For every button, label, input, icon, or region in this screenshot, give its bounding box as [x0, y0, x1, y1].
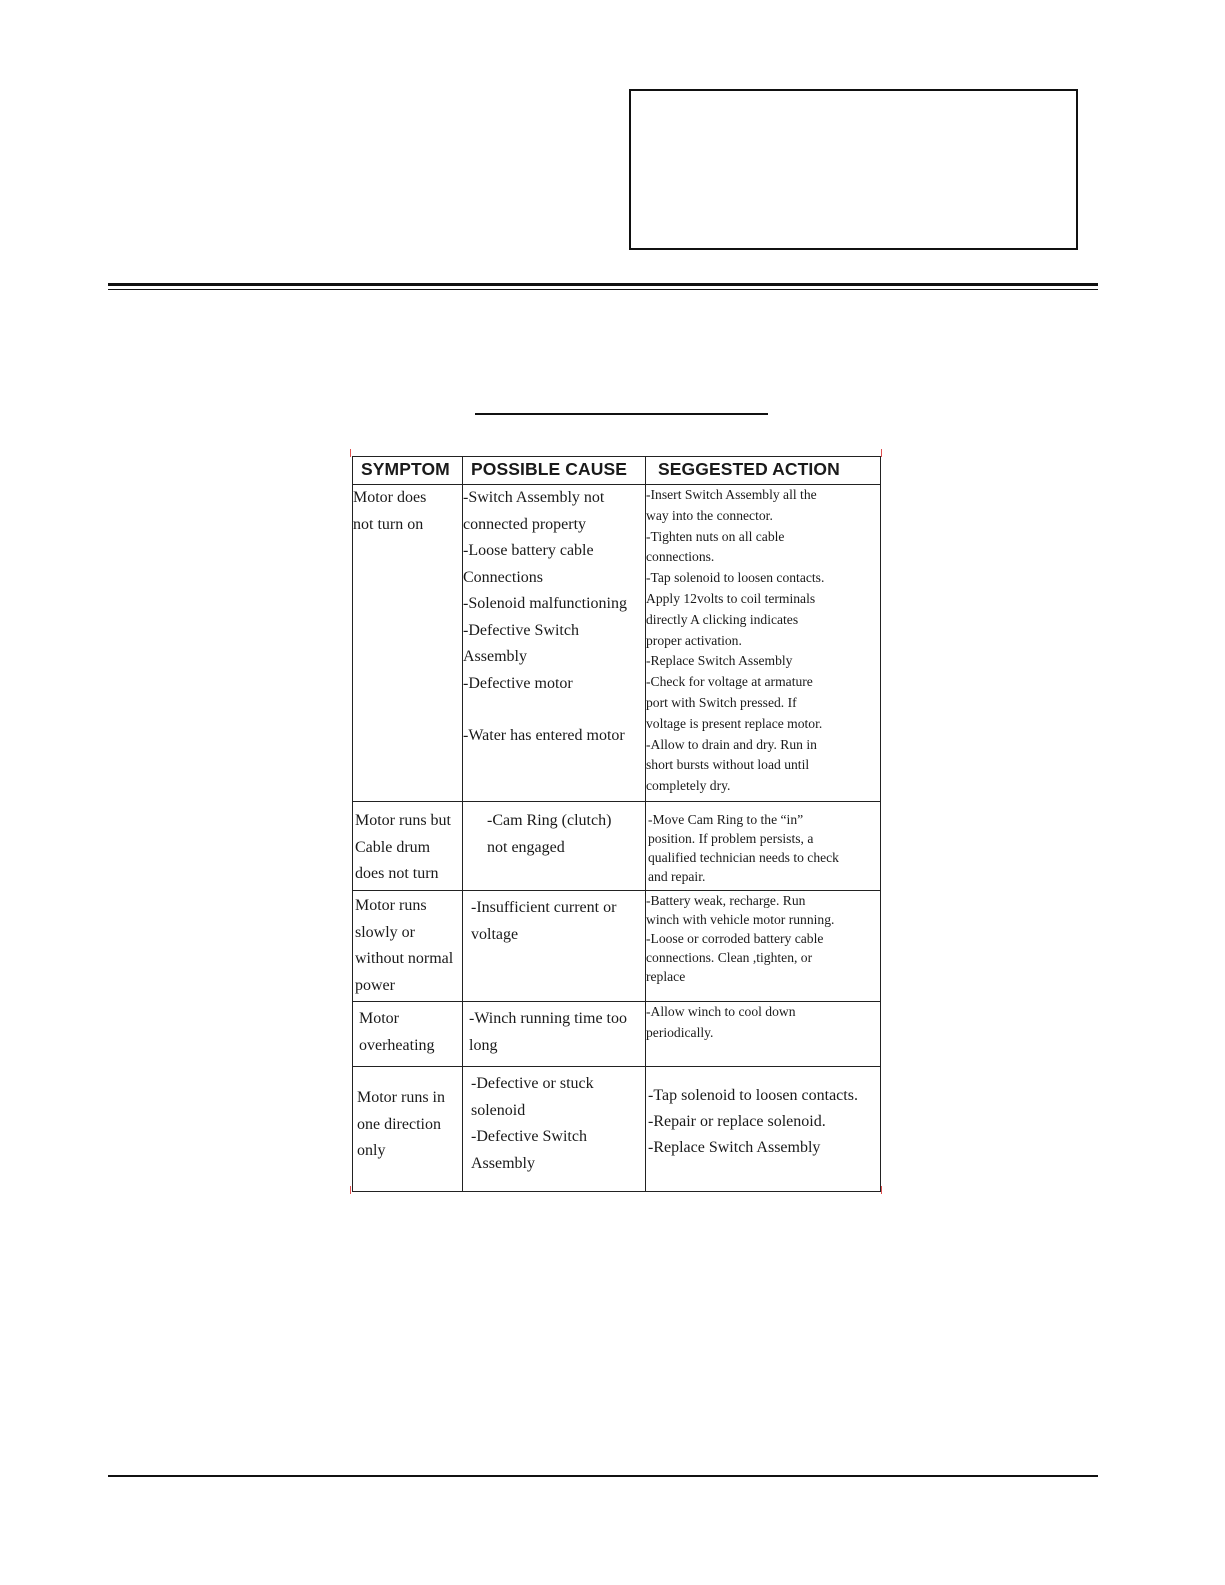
cause-line: not engaged — [487, 838, 565, 856]
symptom-cell — [353, 891, 463, 1002]
action-line: -Allow to drain and dry. Run in — [646, 736, 817, 752]
symptom-line: not turn on — [353, 515, 424, 533]
table-row — [353, 1002, 881, 1067]
cause-line — [463, 697, 645, 723]
header-suggested-action: SEGGESTED ACTION — [646, 457, 881, 485]
action-line: winch with vehicle motor running. — [646, 912, 835, 927]
action-cell — [646, 1002, 881, 1067]
cause-line: Assembly — [471, 1154, 535, 1172]
symptom-lines — [353, 485, 462, 538]
symptom-cell — [353, 802, 463, 891]
action-line: -Replace Switch Assembly — [648, 1139, 821, 1156]
symptom-lines — [355, 808, 462, 888]
cause-lines — [487, 808, 645, 861]
cause-lines — [471, 1071, 645, 1177]
header-possible-cause: POSSIBLE CAUSE — [463, 457, 646, 485]
action-line: replace — [646, 969, 686, 984]
action-line: voltage is present replace motor. — [646, 715, 823, 731]
action-cell — [646, 485, 881, 802]
table-row — [353, 1067, 881, 1192]
cause-line: long — [469, 1036, 498, 1054]
action-line: -Replace Switch Assembly — [646, 653, 793, 669]
action-line: qualified technician needs to check — [648, 850, 839, 865]
cause-line: -Switch Assembly not — [463, 489, 605, 506]
action-line: -Tap solenoid to loosen contacts. — [646, 570, 825, 586]
cause-line: connected property — [463, 515, 587, 533]
cause-line: -Insufficient current or — [471, 899, 617, 916]
cause-line: -Defective motor — [463, 674, 573, 692]
cause-lines — [469, 1006, 645, 1059]
symptom-line: does not turn — [355, 865, 439, 882]
cause-line: -Solenoid malfunctioning — [463, 595, 627, 612]
action-line: -Allow winch to cool down — [646, 1004, 796, 1019]
table-header-row — [353, 457, 881, 485]
cause-cell — [463, 1067, 646, 1192]
action-lines — [646, 1002, 880, 1044]
action-line: completely dry. — [646, 778, 731, 794]
symptom-line: Motor runs — [355, 897, 427, 914]
table-row — [353, 485, 881, 802]
header-rule-thick — [108, 283, 1098, 286]
action-line: periodically. — [646, 1024, 714, 1040]
symptom-line: only — [357, 1142, 386, 1159]
action-line: -Check for voltage at armature — [646, 674, 813, 690]
symptom-lines — [359, 1006, 462, 1059]
symptom-line: Motor does — [353, 489, 427, 506]
action-lines — [648, 1083, 880, 1161]
action-lines — [646, 891, 880, 986]
symptom-lines — [355, 893, 462, 999]
cause-cell — [463, 485, 646, 802]
cause-line: solenoid — [471, 1101, 526, 1119]
symptom-cell — [353, 1067, 463, 1192]
header-box — [629, 89, 1078, 250]
symptom-line: slowly or — [355, 923, 415, 941]
action-line: position. If problem persists, a — [648, 831, 814, 846]
header-symptom: SYMPTOM — [353, 457, 463, 485]
crop-mark-bottom-right — [881, 1186, 882, 1194]
symptom-cell — [353, 485, 463, 802]
crop-mark-top-right — [881, 449, 882, 457]
crop-mark-top-left — [350, 449, 351, 457]
action-line: way into the connector. — [646, 507, 773, 523]
action-line: -Tap solenoid to loosen contacts. — [648, 1087, 858, 1104]
symptom-line: Motor — [359, 1010, 399, 1027]
table-row — [353, 802, 881, 891]
cause-lines — [471, 895, 645, 948]
cause-line: Connections — [463, 568, 543, 586]
crop-mark-bottom-left — [350, 1186, 351, 1194]
cause-cell — [463, 1002, 646, 1067]
action-line: short bursts without load until — [646, 757, 810, 773]
action-line: -Repair or replace solenoid. — [648, 1113, 826, 1130]
symptom-line: one direction — [357, 1115, 441, 1133]
cause-line: -Defective Switch — [471, 1128, 587, 1145]
action-line: -Tighten nuts on all cable — [646, 528, 785, 544]
action-line: Apply 12volts to coil terminals — [646, 590, 816, 606]
symptom-cell — [353, 1002, 463, 1067]
cause-lines — [463, 485, 645, 750]
symptom-line: Cable drum — [355, 838, 431, 856]
footer-rule — [108, 1475, 1098, 1477]
action-line: directly A clicking indicates — [646, 611, 799, 627]
action-line: port with Switch pressed. If — [646, 694, 797, 710]
action-lines — [648, 810, 880, 886]
action-line: -Loose or corroded battery cable — [646, 931, 824, 946]
action-line: connections. Clean ,tighten, or — [646, 950, 813, 965]
troubleshooting-table-frame — [350, 449, 883, 1194]
action-line: -Insert Switch Assembly all the — [646, 487, 817, 502]
cause-line: -Cam Ring (clutch) — [487, 812, 612, 829]
cause-cell — [463, 891, 646, 1002]
title-underline — [475, 413, 768, 415]
cause-line: -Defective or stuck — [471, 1075, 594, 1092]
cause-line: -Winch running time too — [469, 1010, 627, 1027]
symptom-line: overheating — [359, 1036, 435, 1054]
action-line: -Move Cam Ring to the “in” — [648, 812, 804, 827]
symptom-line: without normal — [355, 950, 454, 967]
symptom-line: power — [355, 976, 395, 994]
troubleshooting-table — [352, 456, 881, 1192]
cause-line: -Loose battery cable — [463, 542, 594, 559]
symptom-line: Motor runs in — [357, 1089, 445, 1106]
action-lines — [646, 485, 880, 797]
action-cell — [646, 802, 881, 891]
cause-line: voltage — [471, 925, 519, 943]
action-line: proper activation. — [646, 632, 742, 648]
cause-cell — [463, 802, 646, 891]
table-row — [353, 891, 881, 1002]
symptom-line: Motor runs but — [355, 812, 451, 829]
action-line: -Battery weak, recharge. Run — [646, 893, 806, 908]
action-cell — [646, 1067, 881, 1192]
header-rule-thin — [108, 289, 1098, 290]
action-line: and repair. — [648, 869, 706, 884]
cause-line: Assembly — [463, 648, 527, 665]
action-line: connections. — [646, 549, 715, 565]
action-cell — [646, 891, 881, 1002]
cause-line: -Defective Switch — [463, 621, 579, 639]
symptom-lines — [357, 1085, 462, 1165]
cause-line: -Water has entered motor — [463, 727, 625, 744]
